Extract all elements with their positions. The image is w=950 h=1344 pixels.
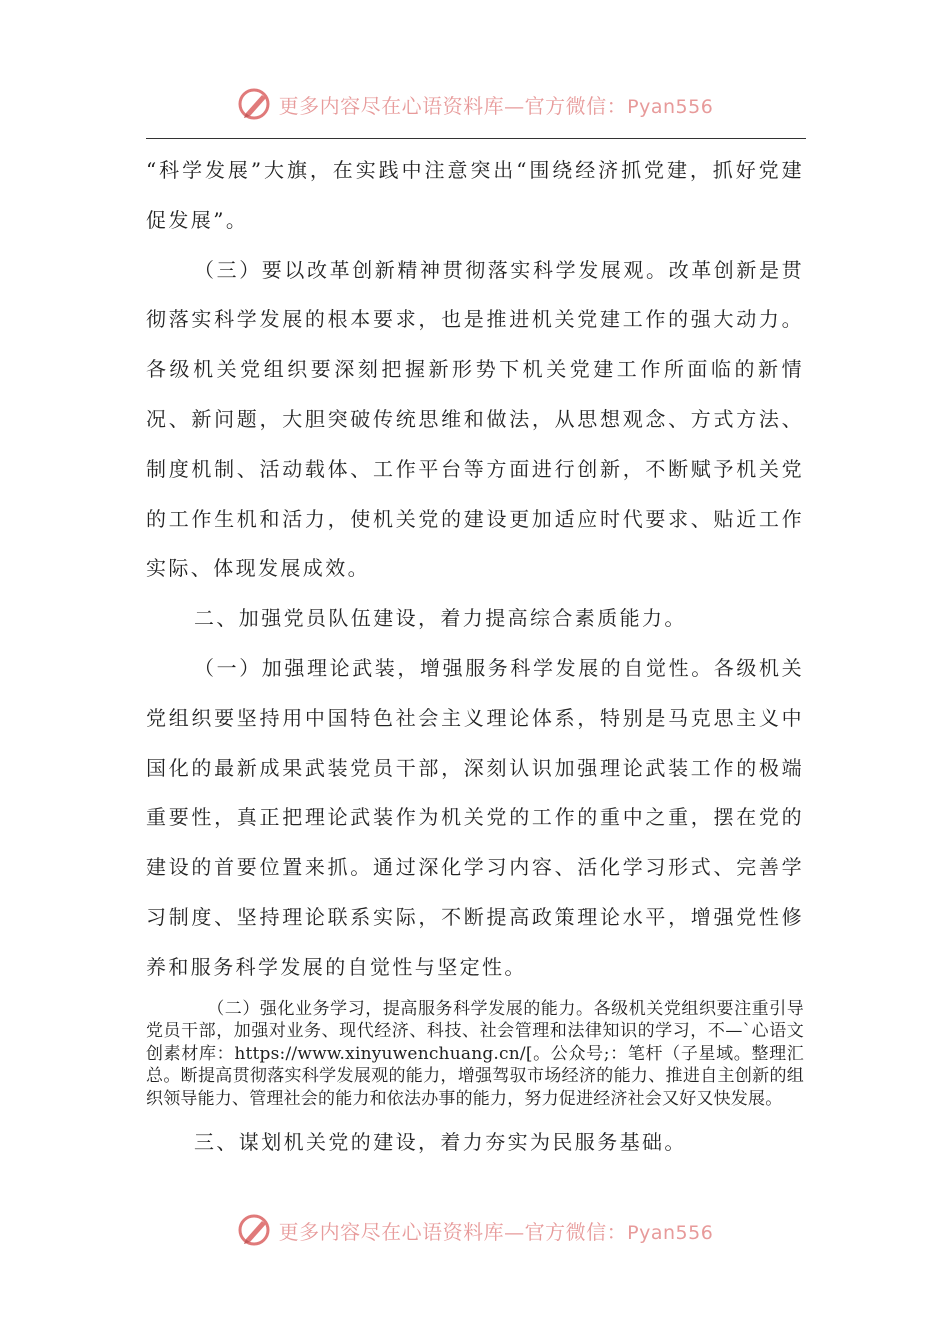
paragraph-theory-armament: （一）加强理论武装，增强服务科学发展的自觉性。各级机关党组织要坚持用中国特色社会主义理论体系，特别是马克思主义中国化的最新成果武装党员干部，深刻认识加强理论武装工作的极端重要性，真正把理论武装作为机关党的工作的重中之重，摆在党的建设的首要位置来抓。通过深化学习内容、活化学习形式、完善学习制度、坚持理论联系实际，不断提高政策理论水平，增强党性修养和服务科学发展的自觉性与坚定性。 [146,655,804,979]
header-banner-text: 更多内容尽在心语资料库—官方微信： [278,93,628,118]
section-heading-three: 三、谋划机关党的建设，着力夯实为民服务基础。 [194,1130,687,1155]
footer-banner-text: 更多内容尽在心语资料库—官方微信： [278,1219,628,1244]
header-banner [279,90,714,119]
paragraph-continuation: “科学发展”大旗，在实践中注意突出“围绕经济抓党建，抓好党建促发展”。 [146,158,804,232]
paragraph-business-study: （二）强化业务学习，提高服务科学发展的能力。各级机关党组织要注重引导党员干部，加强对业务、现代经济、科技、社会管理和法律知识的学习，不—`心语文创素材库：https://www.xinyuwenchuang.cn/[。公众号;：笔杆（子星域。整理汇总。断提高贯彻落实科学发展观的能力，增强驾驭市场经济的能力、推进自主创新的组织领导能力、管理社会的能力和依法办事的能力，努力促进经济社会又好又快发展。 [146,998,804,1109]
footer-banner-handle: Pyan556 [627,1221,714,1244]
page-footer [0,1208,950,1252]
pen-logo-icon [237,86,273,122]
section-heading-two: 二、加强党员队伍建设，着力提高综合素质能力。 [194,606,687,631]
footer-banner [279,1216,714,1245]
header-banner-handle: Pyan556 [627,95,714,118]
header-divider [146,138,806,139]
document-body [146,146,804,1168]
pen-logo-icon [237,1212,273,1248]
paragraph-reform-innovation: （三）要以改革创新精神贯彻落实科学发展观。改革创新是贯彻落实科学发展的根本要求，也是推进机关党建工作的强大动力。各级机关党组织要深刻把握新形势下机关党建工作所面临的新情况、新问题，大胆突破传统思维和做法，从思想观念、方式方法、制度机制、活动载体、工作平台等方面进行创新，不断赋予机关党的工作生机和活力，使机关党的建设更加适应时代要求、贴近工作实际、体现发展成效。 [146,257,804,581]
page-header [0,82,950,126]
